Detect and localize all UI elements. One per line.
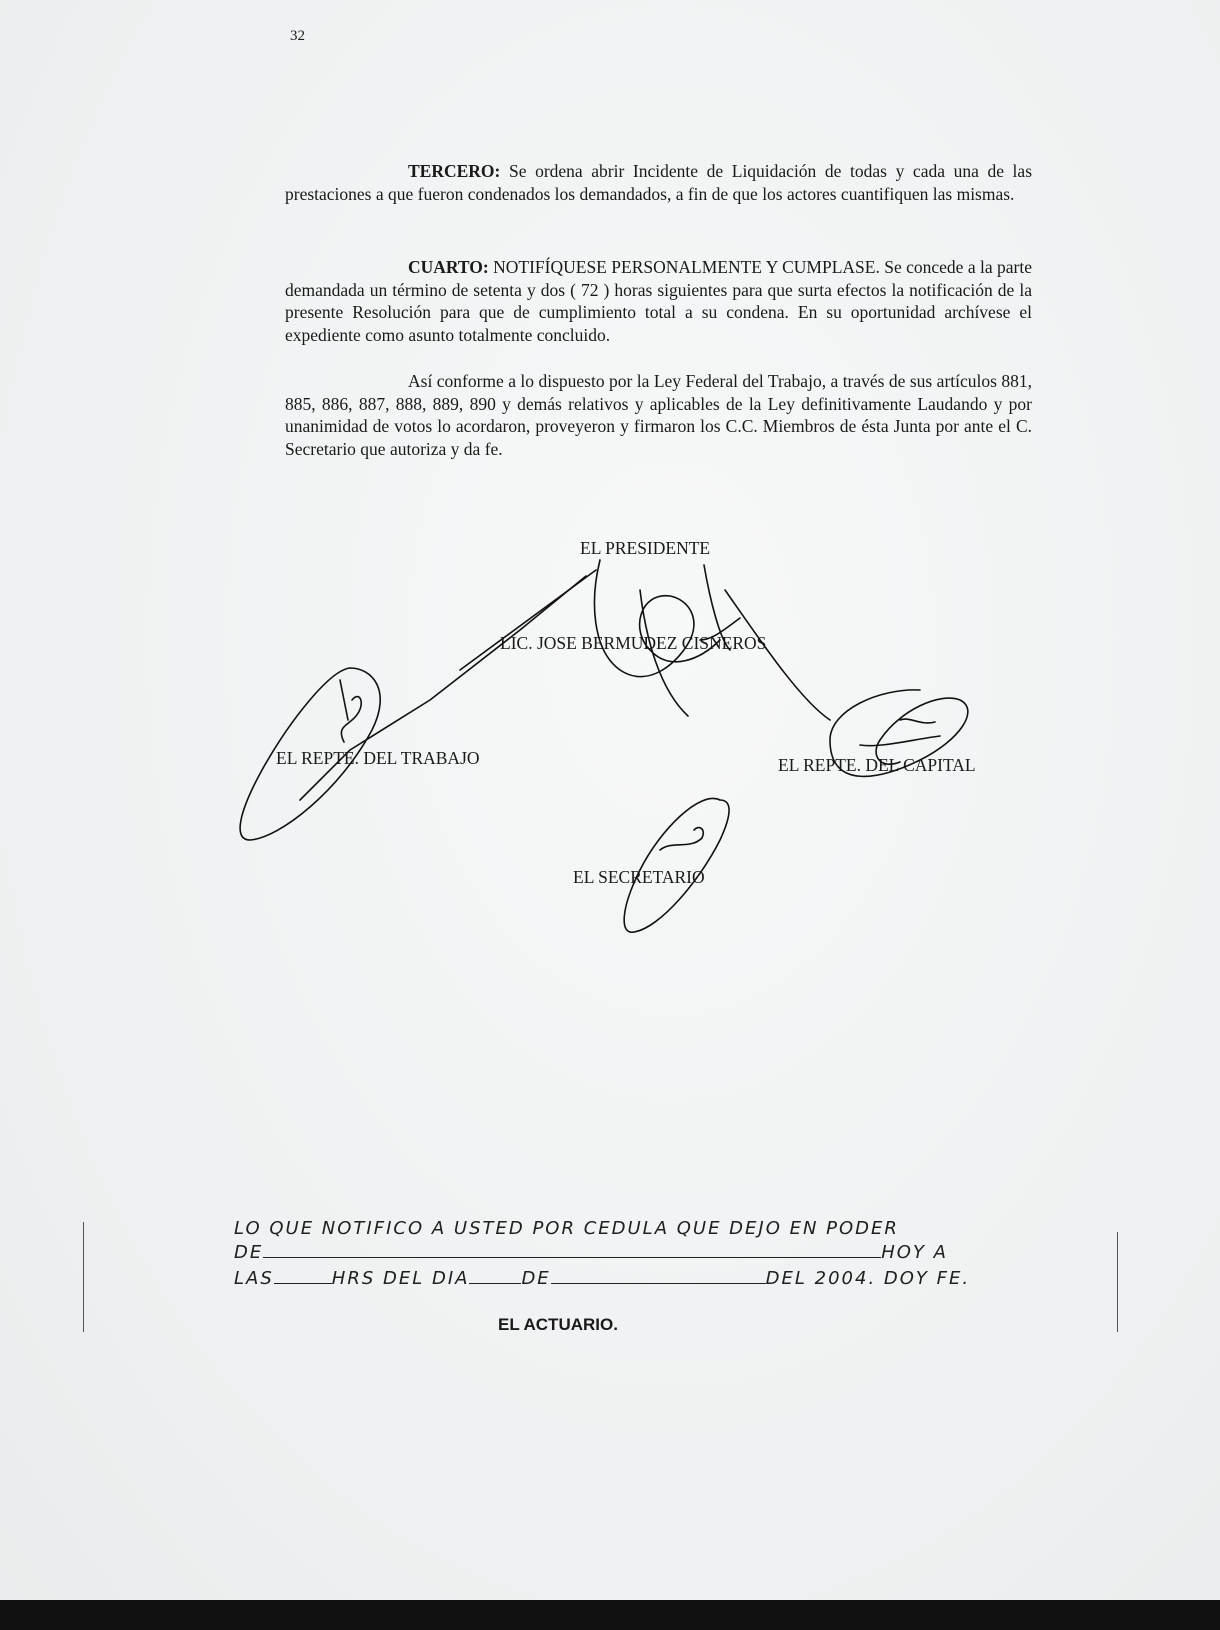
blank-line-poder <box>263 1243 881 1258</box>
notification-hoy-label: HOY A <box>881 1242 948 1263</box>
cuarto-heading: CUARTO: <box>408 257 489 277</box>
notification-hrs-label: HRS DEL DIA <box>331 1268 470 1289</box>
signature-secretario <box>624 798 729 932</box>
signature-trabajo <box>240 668 380 840</box>
right-margin-mark <box>1117 1232 1118 1332</box>
notification-year-label: DEL 2004. DOY FE. <box>765 1268 971 1289</box>
secretario-label: EL SECRETARIO <box>573 867 705 887</box>
notification-line-2 <box>234 1242 948 1263</box>
page-number: 32 <box>290 28 305 44</box>
notification-de2-label: DE <box>521 1268 551 1289</box>
notification-line-1: LO QUE NOTIFICO A USTED POR CEDULA QUE DEJO EN PODER <box>234 1218 899 1239</box>
notification-las-label: LAS <box>234 1268 274 1289</box>
blank-line-day <box>469 1269 521 1284</box>
signature-presidente <box>595 560 740 716</box>
blank-line-hour <box>274 1269 332 1284</box>
capital-label: EL REPTE. DEL CAPITAL <box>778 755 976 775</box>
left-margin-mark <box>83 1222 84 1332</box>
tercero-heading: TERCERO: <box>408 161 501 181</box>
notification-de-label: DE <box>234 1242 264 1263</box>
scanner-edge <box>0 1600 1220 1630</box>
blank-line-month <box>551 1269 766 1284</box>
actuario-label: EL ACTUARIO. <box>498 1315 618 1334</box>
cuarto-text: NOTIFÍQUESE PERSONALMENTE Y CUMPLASE. Se concede a la parte demandada un término de setenta y dos ( 72 ) horas siguientes para que surta efectos la notificación de la presente Resolución para que de cumplimiento total a su condena. En su oportunidad archívese el expediente como asunto totalmente concluido. <box>285 257 1032 345</box>
trabajo-label: EL REPTE. DEL TRABAJO <box>276 748 480 768</box>
presidente-label: EL PRESIDENTE <box>580 538 711 558</box>
presidente-name: LIC. JOSE BERMUDEZ CISNEROS <box>500 633 767 653</box>
tercero-text: Se ordena abrir Incidente de Liquidación de todas y cada una de las prestaciones a que fueron condenados los demandados, a fin de que los actores cuantifiquen las mismas. <box>285 161 1032 204</box>
notification-line-3 <box>234 1268 970 1289</box>
signature-capital <box>830 690 968 777</box>
asi-text: Así conforme a lo dispuesto por la Ley Federal del Trabajo, a través de sus artículos 881, 885, 886, 887, 888, 889, 890 y demás relativos y aplicables de la Ley definitivamente Laudando y por unanimidad de votos lo acordaron, proveyeron y firmaron los C.C. Miembros de ésta Junta por ante el C. Secretario que autoriza y da fe. <box>285 371 1032 459</box>
